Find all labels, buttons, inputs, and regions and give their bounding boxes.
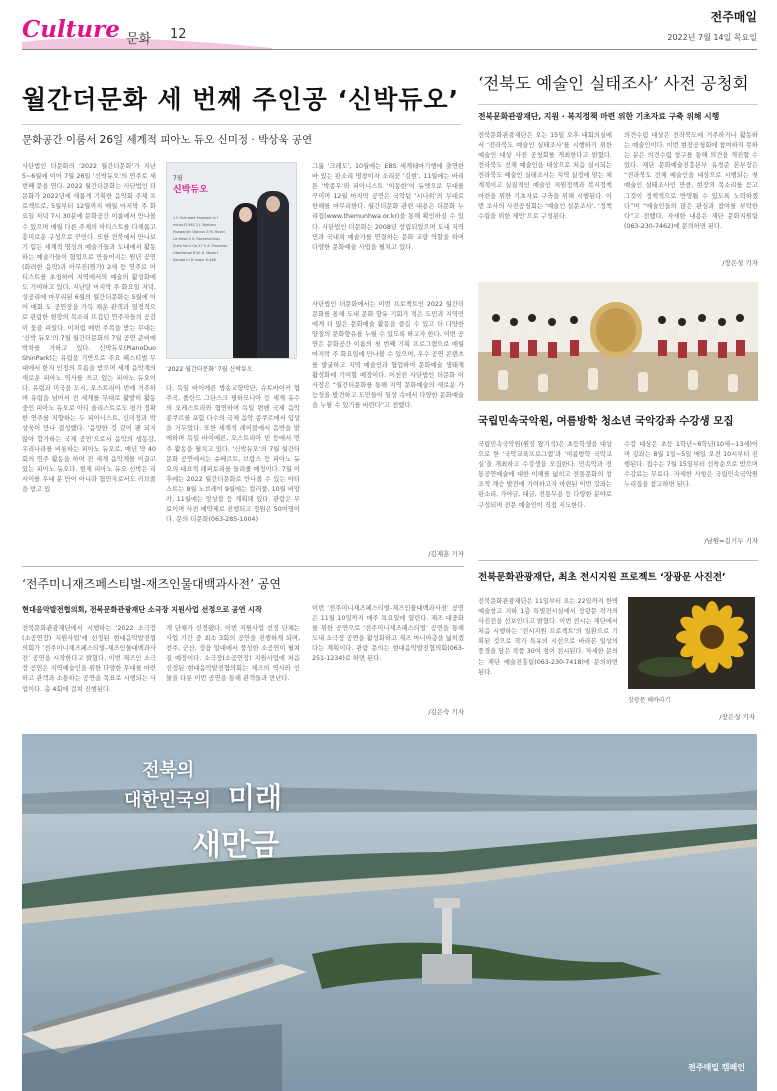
gugak-article-col2-text: 수강 대상은 초등 1학년~6학년(10세~13세)이며 강좌는 8월 1일~5일 매일 오전 10시부터 진행된다. 접수는 7월 15일부터 선착순으로 받으며 수강료는 무료다. 자세한 사항은 국립민속국악원 누리집을 참고하면 된다.	[624, 441, 758, 489]
main-article-byline: /김재훈 기자	[428, 550, 464, 558]
main-article-col1-text: 사단법인 더문화의 ‘2022 월간더문화’가 지난 5~6월에 이어 7월 26일 ‘신박듀오’의 연주로 세 번째 문을 연다. 2022 월간더문화는 사단법인 더문화가 2022년에 새롭게 기획한 음악회 주제 프로젝트로, 5월부터 12월까지 매월 마지막 주 화요일 저녁 7시 30분에 문화공간 이룸에서 만나볼 수 있으며 매월 다른 주제의 아티스트를 다채롭고 흥미로운 구성으로 꾸민다. 또한 전북에서 만나보기 힘든 세계적 명성의 예술가들과 도내에서 활동하는 예술가들이 협업으로 만들어지는 원년 공연(화려한 음악)과 아무진(뭔가) 2세 등 연주로 아티스트를 초청하여 지역에서의 예술의 활성화에도 기여하고 있다. 지난달 마지막 주 화요일 저녁, 성공리에 마무리된 6월의 월간더문화는 5월에 이어 매회 도 공연장을 가득 채운 관객과 열정적으로 관람한 현장의 목소리 뜨겁던 연주자들의 공감이 꽃을 피웠다. 이처럼 매번 주목을 받는 무대는 ‘신박 듀오’의 7월 월간더문화의 7월 공연 준비에 박차를 가하고 있다. 신박듀오(PianoDuo ShinPark)는 유럽을 기반으로 주요 페스티벌 무대에서 한지 인정의 흐름을 받으며 세계 음악계의 새로운 피아노 역사를 쓰고 있는 피아노 듀오이다. 유럽과 미국을 도시, 오스트리아 빈에 거주하며 유럽을 넘어서 전 세계를 무대로 활발히 활동 중인 피아노 듀오로 아티 솔리스트로도 평가 정확한 연주를 지향하는 두 피아니스트, 신미정과 박상욱이 만나 결성했다. ‘음양한 것 같이 팬 되지 않아 합가하는 국제 공연’으로서 음악의 생동감, 우리나라를 비롯하는 피아노 듀오로, 매년 약 40회의 연주 활동을 하며 전 세계 음악계를 이끌고 있는 피아노 듀오다. 현재 피아노 듀오 신박은 리서이를 우대 분 만이 아니라 협연자로서도 러브콜을 받고 있	[22, 163, 156, 493]
jazz-article-col3	[312, 604, 464, 704]
saemangeum-advertisement	[22, 734, 757, 1091]
right-article-col1-text: 전북문화관광재단은 오는 15일 오후 대회의실에서 ‘전라북도 예술인 실태조사’를 시행하기 위한 예술인 대상 사전 공청회를 개최한다고 밝혔다. 전라북도 전체 예술인을 대상으로 처음 실시되는 전라북도 예술인 실태조사는 지역 실정에 맞는 체계적이고 실질적인 예술인 지원정책과 복지정책 마련을 위한 기초자료 구축을 위해 시행된다. 이번 조사의 사전공청회는 ‘예술인 설문조사’, ‘정책 수립을 위한 제언’으로 구성된다.	[478, 132, 612, 220]
right-article-col2-text: 의견수렴 대상은 전라북도에 거주하거나 활동하는 예술인이다. 이번 현장공청회에 참여하지 못하는 분은 의견수렴 창구를 통해 의견을 개진할 수 있다. 재단 문화예술진흥본부 유경준 본부장은 “전라북도 전체 예술인을 대상으로 시행되는 첫 예술인 실태조사인 만큼, 현장의 목소리를 듣고 그것이 정책적으로 반영될 수 있도록 노력하겠다”며 “예술인들의 많은 관심과 참여를 부탁한다”고 전했다. 자세한 내용은 재단 문화지원팀(063-230-7462)에 문의하면 된다.	[624, 132, 758, 230]
right-article-byline: /장은성 기자	[722, 259, 758, 267]
section-title-ko: 문화	[126, 32, 152, 47]
performer-woman	[233, 203, 259, 359]
ad-line-2: 대한민국의	[124, 790, 211, 811]
right-article-subtitle: 전북문화관광재단, 지원 · 복지정책 마련 위한 기초자료 구축 위해 시행	[478, 112, 720, 121]
main-article-col3b	[312, 300, 464, 546]
ad-line-1: 전북의	[142, 760, 195, 781]
performer-woman-face	[239, 207, 252, 222]
gugak-article-byline: /남원=김기두 기자	[704, 537, 758, 545]
main-article-subtitle: 문화공간 이룸서 26일 세계적 피아노 듀오 신미정 · 박상욱 공연	[22, 134, 313, 146]
album-program: 1 F. Schubert Fantasie in f minor D.940 2 J. Brahms Hungarian Dances 3 M. Ravel La Valse 4 S. Rachmaninov Suite No.2 Op.17 5 A. Piazzolla Libertango 6 W. A. Mozart Sonata in D major K.448	[173, 216, 227, 262]
section-title-en: Culture	[22, 16, 120, 43]
sunflower-photo	[628, 597, 755, 689]
jazz-article-col1	[22, 624, 156, 720]
gugak-article-col1-text: 국립민속국악원(원장 왕기석)은 초등학생을 대상으로 한 ‘국악교육프로그램’과 ‘여름방학 국악교실’을 개최하고 수강생을 모집한다. 민속악과 전통공연예술에 대한 이해를 넓히고 전통문화의 창조적 계승 발전에 기여하고자 마련된 이번 강좌는 판소리, 가야금, 대금, 전통무용 등 다양한 분야로 구성되며 전문 예술인이 직접 지도한다.	[478, 441, 612, 509]
album-name: 신박듀오	[173, 185, 208, 195]
page-number: 12	[170, 27, 187, 42]
jazz-article-subtitle: 현대음악발전협의회, 전북문화관광재단 소극장 지원사업 선정으로 공연 시작	[22, 605, 262, 614]
right-article-col2	[624, 131, 758, 257]
main-article-title: 월간더문화 세 번째 주인공 ‘신박듀오’	[22, 85, 460, 114]
ad-line-3: 미래	[228, 781, 283, 814]
sunflower-caption: 장광문 해바라기	[628, 697, 671, 704]
photo-exhibition-title: 전북문화관광재단, 최초 전시지원 프로젝트 ‘장광문 사진전’	[478, 572, 726, 583]
main-article-col3b-text: 사단법인 더문화에서는 이번 프로젝트인 2022 월간더문화를 통해 도내 문화 향유 기회가 적은 도민과 지역민에게 더 많은 문화예술 활동을 즐길 수 있고 더 다양한 양질의 문화향유를 누릴 수 있도록 하고자 한다. 이번 공연은 문화공간 이룸의 첫 번째 기획 프로그램으로 매월 마지막 주 화요일에 만나볼 수 있으며, 우수 공연 콘텐츠를 발굴하고 지역 예술인과 협업하여 문화예술 생태계 활성화에 기여할 예정이다. 이천진 사단법인 더문화 이사장은 “월간더문화를 통해 지역 문화예술의 새로운 가능성을 발견하고 도민들이 일상 속에서 다양한 문화예술을 누릴 수 있기를 바란다”고 전했다.	[312, 301, 464, 409]
gugak-article-col1	[478, 440, 612, 550]
jazz-article-byline: /김은숙 기자	[428, 708, 464, 716]
header-rule	[22, 49, 757, 50]
performer-man	[257, 191, 289, 359]
jazz-article-title: ‘전주미니재즈페스티벌-재즈인물대백과사전’ 공연	[22, 577, 281, 591]
main-article-rule	[22, 124, 462, 125]
main-article-col3a-text: 그룹 ‘크레도’, 10월에는 EBS 세계테마기행에 출연한 바 있는 판소리 명창이자 소리꾼 ‘김현’, 11월에는 바리톤 ‘박종우’와 피아니스트 ‘이동한’이 듀엣으로 무대를 꾸미며 12월 마지막 공연은 국악팀 ‘시나위’의 무대로 한해를 마무리한다. 월간더문화 관련 내용은 더문화 누리집(www.themunhwa.or.kr)을 통해 확인하실 수 있다. 사단법인 더문화는 2008년 창립되었으며 도내 지역민과 국내외 예술가를 연결하는 문화 교량 역할을 하며 다양한 문화예술 사업을 펼치고 있다.	[312, 163, 464, 251]
sunflower-image	[628, 597, 755, 689]
jazz-article-col2	[166, 624, 300, 720]
jazz-article-col1-text: 전북문화관광재단에서 시행하는 ‘2022 소극장(소공연장) 지원사업’에 선정된 현대음악발전협의회가 ‘전주미니재즈페스티벌-재즈인물대백과사전’ 공연을 시작한다고 밝혔다. 이번 재즈인 소극장 공연은 지역예술인을 위한 다양한 무대를 마련하고 관객과 소통하는 공연을 목표로 시행되는 사업이다. 총 4회에 걸쳐 진행된다.	[22, 625, 156, 693]
issue-date: 2022년 7월 14일 목요일	[667, 33, 757, 42]
paper-name: 전주매일	[710, 10, 757, 24]
main-article-col3a	[312, 162, 464, 290]
right-article-rule	[478, 104, 758, 105]
jazz-top-rule	[22, 566, 464, 567]
right-article-title: ‘전북도 예술인 실태조사’ 사전 공청회	[478, 74, 749, 93]
album-label: 7월	[173, 175, 183, 182]
performer-man-face	[266, 196, 280, 212]
photo-exhibition-body	[478, 597, 618, 705]
jazz-article-col3-text: 이번 ‘전주미니재즈페스티벌-재즈인물대백과사전’ 공연은 11월 10일까지 매주 목요일에 열린다. 재즈 대중화를 위한 공연으로 ‘전주미니재즈페스티벌’ 공연을 통해 도내 소극장 공연을 활성화하고 재즈 마니아층을 넓히겠다는 계획이다. 관람 문의는 현대음악발전협의회(063-251-1234)로 하면 된다.	[312, 605, 464, 663]
album-caption: ‘2022 월간더문화’ 7월 신박듀오	[166, 366, 253, 373]
right-article-col1	[478, 131, 612, 271]
main-article-col1	[22, 162, 156, 562]
gugak-performance-photo	[478, 282, 758, 401]
gugak-rule	[478, 560, 758, 561]
ad-sponsor: 전주매일 캠페인	[688, 1063, 745, 1072]
album-photo	[166, 162, 297, 359]
ad-line-4: 새만금	[192, 828, 279, 863]
dance-scene	[478, 282, 758, 401]
main-article-col2-text: 다. 독일 바이에른 방송교향악단, 슈트바이커 협주곡, 폴란드 그단스크 필하모니아 등 세계 유수의 오케스트라와 협연하며 독일 뮌헨 국제 음악 콩쿠르를 포함 다수의 국제 음악 콩쿠르에서 입상을 거두었다. 또한 세계적 레이블에서 음반을 발매하며 독일 바이에른, 오스트리아 빈 등에서 연주 활동을 펼치고 있다. ‘신박듀오’의 7월 월간더문화 공연에서는 슈베르트, 브람스 등 피아노 듀오의 대표적 레퍼토리를 들려줄 예정이다. 7월 이후에는 2022 월간더문화로 만나볼 수 있는 아티스트는 8월 노브레이 9월에는 컬러풀, 10월 비앙카, 11월에는 앙상블 등 계획돼 있다. 관람은 무료이며 사전 예약제로 진행되고 정원은 50여명이다. 문의 더문화(063-285-1004)	[166, 385, 300, 524]
photo-exhibition-byline: /장은성 기자	[719, 713, 755, 721]
page-header	[0, 0, 777, 50]
photo-exhibition-body-text: 전북문화관광재단은 11일부터 오는 22일까지 한벽예술창고 지하 1층 특별전시실에서 장광문 작가의 사진전을 선보인다고 밝혔다. 이번 전시는 재단에서 처음 시행하는 ‘전시지원 프로젝트’의 일환으로 기획된 것으로 작가 특유의 시선으로 바라본 일상의 풍경을 담은 작품 30여 점이 전시된다. 자세한 문의는 재단 예술진흥팀(063-230-7418)에 문의하면 된다.	[478, 598, 618, 676]
jazz-article-col2-text: 개 단체가 선정됐다. 이번 지원사업 선정 단체는 사업 기간 중 최소 3회의 공연을 진행하게 되며, 전주, 군산, 정읍 일대에서 풍성한 소공연이 펼쳐질 예정이다. 소극장(소공연장) 지원사업에 처음 선정된 현대음악발전협의회는 재즈의 역사와 인물을 다룬 이번 공연을 통해 관객들과 만난다.	[166, 625, 300, 683]
gugak-article-title: 국립민속국악원, 여름방학 청소년 국악강좌 수강생 모집	[478, 415, 734, 427]
gugak-article-col2	[624, 440, 758, 534]
main-article-col2	[166, 384, 300, 562]
